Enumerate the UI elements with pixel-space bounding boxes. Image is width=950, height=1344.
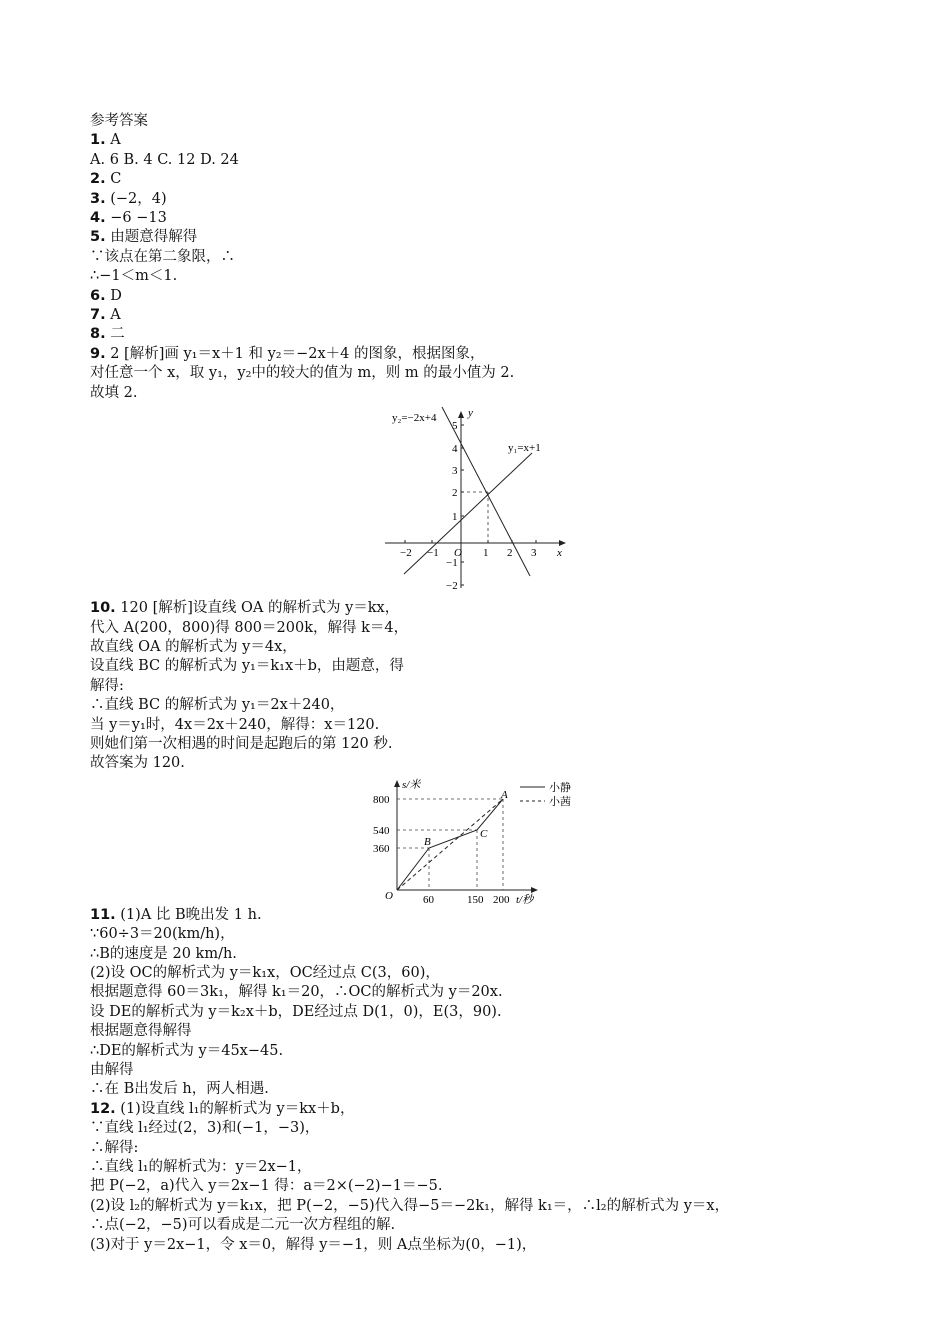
x-axis-label: x xyxy=(557,547,562,560)
x-axis-label: t/秒 xyxy=(516,893,534,906)
text-line xyxy=(90,364,910,383)
text-line xyxy=(90,384,910,403)
x-tick-150: 150 xyxy=(467,893,484,906)
graph-y1-y2 xyxy=(90,403,910,599)
y-tick-label: −2 xyxy=(446,580,458,593)
question-number: 9. xyxy=(90,345,106,362)
question-number: 3. xyxy=(90,190,106,207)
question-number: 12. xyxy=(90,1100,116,1117)
y-tick-360: 360 xyxy=(373,842,390,855)
line-text: A xyxy=(105,132,121,149)
text-line xyxy=(90,1100,910,1119)
line-text: (−2，4) xyxy=(105,190,167,207)
y-tick-label: −1 xyxy=(446,557,458,570)
y-tick-label: 1 xyxy=(452,511,458,524)
x-tick-label: 2 xyxy=(507,547,513,560)
x-tick-label: −1 xyxy=(427,547,439,560)
answer-10 xyxy=(90,599,910,774)
text-line xyxy=(90,1158,910,1177)
origin-label: O xyxy=(385,889,393,902)
text-line xyxy=(90,619,910,638)
text-line xyxy=(90,964,910,983)
page-title: 参考答案 xyxy=(90,113,148,129)
question-number: 4. xyxy=(90,210,106,227)
text-line xyxy=(90,1003,910,1022)
text-line xyxy=(90,1080,910,1099)
answers-11-12 xyxy=(90,906,910,1255)
line-text: 解得: xyxy=(90,677,124,694)
line-text: ∵直线 l₁经过(2，3)和(−1，−3)， xyxy=(90,1120,320,1137)
answer-document xyxy=(90,112,910,1255)
line-text: ∴在 B出发后 h，两人相遇. xyxy=(90,1081,269,1098)
legend-xiaojing: 小静 xyxy=(549,781,571,794)
line-text: 对任意一个 x，取 y₁，y₂中的较大的值为 m，则 m 的最小值为 2. xyxy=(90,365,515,382)
line-text: 故填 2. xyxy=(90,384,138,401)
x-tick-60: 60 xyxy=(423,893,434,906)
line-text: ∴−1＜m＜1. xyxy=(90,268,178,285)
line-text: (1)设直线 l₁的解析式为 y＝kx＋b， xyxy=(115,1100,355,1117)
legend-xiaoqian: 小茜 xyxy=(549,795,571,808)
point-c-label: C xyxy=(480,827,488,840)
question-number: 8. xyxy=(90,326,106,343)
line-text: −6 −13 xyxy=(105,210,167,227)
line-text: (2)设 OC的解析式为 y＝k₁x，OC经过点 C(3，60)， xyxy=(90,964,440,981)
text-line xyxy=(90,151,910,170)
label-y1: y₁=x+1 xyxy=(508,442,541,455)
line-text: 二 xyxy=(105,326,125,343)
text-line xyxy=(90,209,910,228)
line-text: 代入 A(200，800)得 800＝200k，解得 k＝4， xyxy=(90,619,409,636)
line-text: ∴解得: xyxy=(90,1139,139,1156)
graph-race xyxy=(90,774,910,906)
y-axis-label: s/米 xyxy=(402,778,421,791)
line-text: 设直线 BC 的解析式为 y₁＝k₁x＋b，由题意，得 xyxy=(90,658,404,675)
y-axis-label: y xyxy=(468,407,473,420)
question-number: 7. xyxy=(90,307,106,324)
y-tick-label: 5 xyxy=(452,420,458,433)
line-text: D xyxy=(105,287,122,304)
line-text: 故直线 OA 的解析式为 y＝4x， xyxy=(90,638,297,655)
line-text: ∵该点在第二象限，∴ xyxy=(90,248,235,265)
line-text: (3)对于 y＝2x−1，令 x＝0，解得 y＝−1，则 A点坐标为(0，−1)， xyxy=(90,1236,537,1253)
line-text: 2 [解析]画 y₁＝x＋1 和 y₂＝−2x＋4 的图象，根据图象， xyxy=(105,345,485,362)
text-line xyxy=(90,945,910,964)
text-line xyxy=(90,983,910,1002)
question-number: 5. xyxy=(90,229,106,246)
line-text: ∴DE的解析式为 y＝45x−45. xyxy=(90,1042,284,1059)
y-tick-540: 540 xyxy=(373,824,390,837)
text-line xyxy=(90,267,910,286)
text-line xyxy=(90,906,910,925)
line-text: A. 6 B. 4 C. 12 D. 24 xyxy=(90,151,239,168)
text-line xyxy=(90,131,910,150)
text-line xyxy=(90,754,910,773)
text-line xyxy=(90,925,910,944)
origin-label: O xyxy=(454,547,462,560)
line-text: 由题意得解得 xyxy=(105,229,198,246)
text-line xyxy=(90,638,910,657)
text-line xyxy=(90,1042,910,1061)
line-text: A xyxy=(105,307,121,324)
point-a-label: A xyxy=(501,788,508,801)
line-text: C xyxy=(105,171,122,188)
y-tick-label: 4 xyxy=(452,443,458,456)
line-text: 120 [解析]设直线 OA 的解析式为 y＝kx， xyxy=(115,600,400,617)
line-text: (2)设 l₂的解析式为 y＝k₁x，把 P(−2，−5)代入得−5＝−2k₁，解得 k₁＝，∴l₂的解析式为 y＝x， xyxy=(90,1197,730,1214)
text-line xyxy=(90,599,910,618)
text-line xyxy=(90,1197,910,1216)
text-line xyxy=(90,248,910,267)
x-tick-200: 200 xyxy=(493,893,510,906)
y-tick-label: 3 xyxy=(452,465,458,478)
text-line xyxy=(90,657,910,676)
text-line xyxy=(90,1139,910,1158)
x-tick-label: −2 xyxy=(400,547,412,560)
line-text: ∴B的速度是 20 km/h. xyxy=(90,945,237,962)
text-line xyxy=(90,1119,910,1138)
text-line xyxy=(90,287,910,306)
line-text: ∴直线 BC 的解析式为 y₁＝2x＋240， xyxy=(90,697,345,714)
y-tick-800: 800 xyxy=(373,793,390,806)
text-line xyxy=(90,190,910,209)
figure-linear-functions xyxy=(90,403,910,599)
text-line xyxy=(90,1236,910,1255)
text-line xyxy=(90,1022,910,1041)
x-tick-label: 3 xyxy=(531,547,537,560)
line-text: 把 P(−2，a)代入 y＝2x−1 得：a＝2×(−2)−1＝−5. xyxy=(90,1178,443,1195)
line-text: 设 DE的解析式为 y＝k₂x＋b，DE经过点 D(1，0)，E(3，90). xyxy=(90,1003,502,1020)
line-text: ∴直线 l₁的解析式为：y＝2x−1， xyxy=(90,1159,312,1176)
line-text: 则她们第一次相遇的时间是起跑后的第 120 秒. xyxy=(90,735,393,752)
answers-1-to-9 xyxy=(90,131,910,403)
question-number: 11. xyxy=(90,906,116,923)
point-b-label: B xyxy=(424,835,431,848)
line-text: 根据题意得 60＝3k₁，解得 k₁＝20，∴OC的解析式为 y＝20x. xyxy=(90,984,503,1001)
line-text: 由解得 xyxy=(90,1062,134,1078)
question-number: 1. xyxy=(90,132,106,149)
text-line xyxy=(90,716,910,735)
figure-race xyxy=(90,774,910,906)
line-text: (1)A 比 B晚出发 1 h. xyxy=(115,906,262,923)
text-line xyxy=(90,345,910,364)
text-line xyxy=(90,306,910,325)
text-line xyxy=(90,1216,910,1235)
x-tick-label: 1 xyxy=(483,547,489,560)
line-text: ∵60÷3＝20(km/h)， xyxy=(90,926,235,943)
text-line xyxy=(90,325,910,344)
y-tick-label: 2 xyxy=(452,487,458,500)
question-number: 10. xyxy=(90,600,116,617)
label-y2: y₂=−2x+4 xyxy=(392,412,437,425)
question-number: 6. xyxy=(90,287,106,304)
text-line xyxy=(90,677,910,696)
line-text: ∴点(−2，−5)可以看成是二元一次方程组的解. xyxy=(90,1217,396,1234)
text-line xyxy=(90,735,910,754)
line-text: 故答案为 120. xyxy=(90,755,185,772)
line-text: 根据题意得解得 xyxy=(90,1023,192,1040)
text-line xyxy=(90,1061,910,1080)
question-number: 2. xyxy=(90,171,106,188)
text-line xyxy=(90,1177,910,1196)
text-line xyxy=(90,696,910,715)
text-line xyxy=(90,170,910,189)
text-line xyxy=(90,228,910,247)
line-text: 当 y＝y₁时，4x＝2x＋240，解得：x＝120. xyxy=(90,716,380,733)
